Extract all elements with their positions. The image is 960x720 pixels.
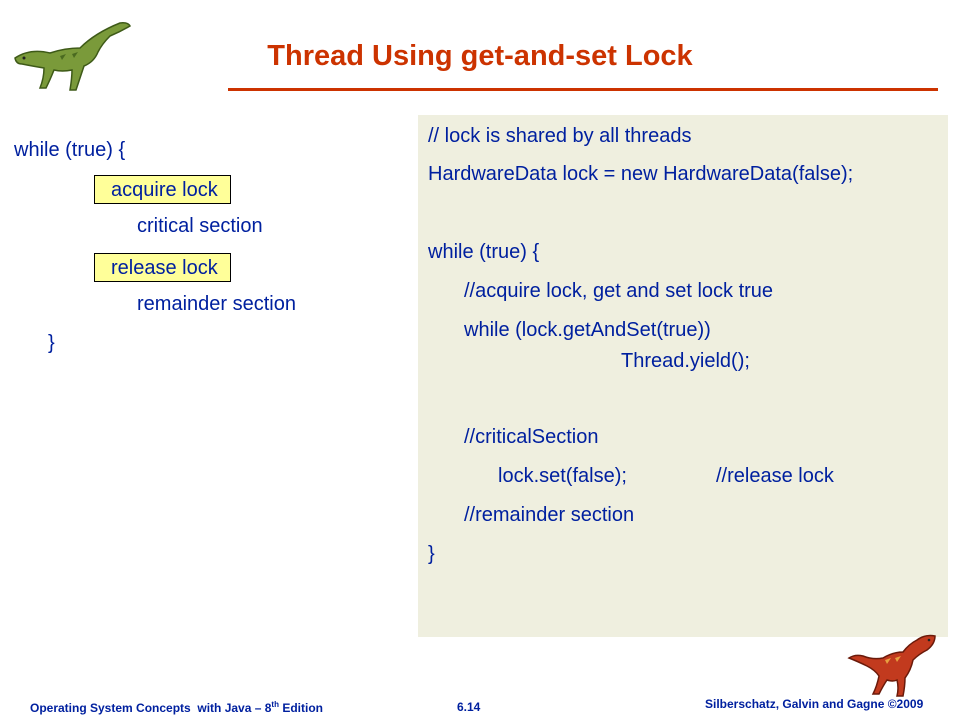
code-line: Thread.yield(); (621, 350, 750, 372)
code-line: while (true) { (428, 241, 540, 263)
code-panel (418, 115, 948, 637)
code-comment: //release lock (716, 465, 834, 487)
left-code-line: } (48, 332, 55, 354)
left-code-line: while (true) { (14, 139, 126, 161)
code-line: lock.set(false); (498, 465, 627, 487)
left-code-line: critical section (137, 215, 263, 237)
acquire-lock-box: acquire lock (94, 175, 231, 204)
code-line: // lock is shared by all threads (428, 125, 692, 147)
release-lock-box: release lock (94, 253, 231, 282)
footer-book-title: Operating System Concepts with Java – 8th Edition (30, 700, 323, 715)
slide-title: Thread Using get-and-set Lock (267, 40, 693, 72)
title-divider (228, 88, 938, 91)
left-code-line: remainder section (137, 293, 296, 315)
code-line: while (lock.getAndSet(true)) (464, 319, 711, 341)
code-line: //criticalSection (464, 426, 599, 448)
code-line: } (428, 543, 435, 565)
footer-authors: Silberschatz, Galvin and Gagne ©2009 (705, 697, 924, 711)
code-line: HardwareData lock = new HardwareData(false); (428, 163, 854, 185)
red-dinosaur-icon (845, 630, 940, 698)
footer-page-number: 6.14 (457, 700, 481, 714)
code-line: //remainder section (464, 504, 635, 526)
code-line: //acquire lock, get and set lock true (464, 280, 774, 302)
